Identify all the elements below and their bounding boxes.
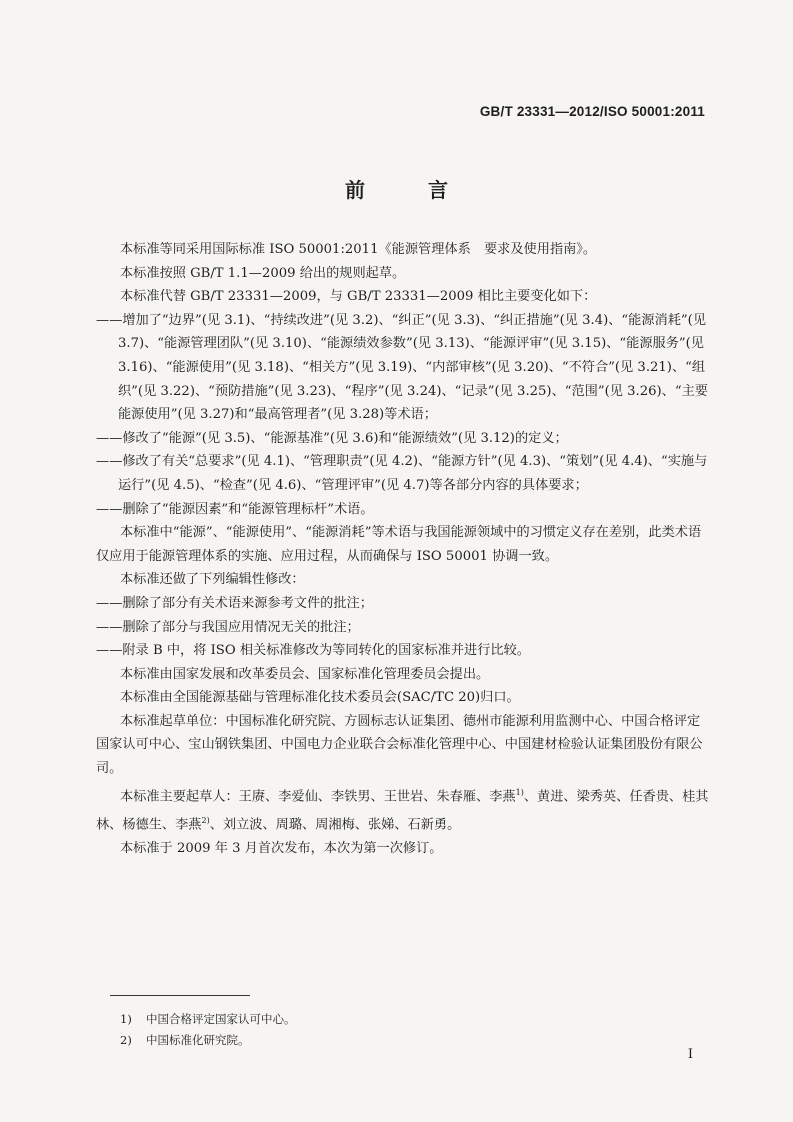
- change-item-modified-definitions: ——修改了“能源”(见 3.5)、“能源基准”(见 3.6)和“能源绩效”(见 3.12)的定义；: [96, 430, 568, 446]
- page-title: 前 言: [345, 178, 476, 202]
- paragraph-revision-history: 本标准于 2009 年 3 月首次发布，本次为第一次修订。: [120, 840, 443, 856]
- footnote-2: [120, 1030, 296, 1051]
- footnote-number: 1): [120, 1012, 132, 1026]
- footnote-divider: [110, 995, 250, 996]
- editorial-item-1: ——删除了部分有关术语来源参考文件的批注；: [96, 595, 373, 611]
- paragraph-drafting-rules: 本标准按照 GB/T 1.1—2009 给出的规则起草。: [120, 265, 406, 281]
- editorial-item-3: ——附录 B 中，将 ISO 相关标准修改为等同转化的国家标准并进行比较。: [96, 643, 530, 659]
- page-number: I: [687, 1047, 693, 1062]
- paragraph-drafting-units: 本标准起草单位：中国标准化研究院、方圆标志认证集团、德州市能源利用监测中心、中国合格评定国家认可中心、宝山钢铁集团、中国电力企业联合会标准化管理中心、中国建材检验认证集团股份有限公司。: [96, 713, 703, 777]
- standard-code: GB/T 23331—2012/ISO 50001:2011: [479, 104, 705, 119]
- change-item-added-terms: ——增加了“边界”(见 3.1)、“持续改进”(见 3.2)、“纠正”(见 3.3)、“纠正措施”(见 3.4)、“能源消耗”(见 3.7)、“能源管理团队”(见 3.10)、“能源绩效参数”(见 3.13)、“能源评审”(见 3.15)、“能源服务”(见 3.16)、“能源使用”(见 3.18)、“相关方”(见 3.19)、“内部审核”(见 3.20)、“不符合”(见 3.21)、“组织”(见 3.22)、“预防措施”(见 3.23)、“程序”(见 3.24)、“记录”(见 3.25)、“范围”(见 3.26)、“主要能源使用”(见 3.27)和“最高管理者”(见 3.28)等术语；: [96, 312, 708, 423]
- change-item-modified-requirements: ——修改了有关“总要求”(见 4.1)、“管理职责”(见 4.2)、“能源方针”(见 4.3)、“策划”(见 4.4)、“实施与运行”(见 4.5)、“检查”(见 4.6)、“管理评审”(见 4.7)等各部分内容的具体要求；: [96, 454, 708, 493]
- paragraph-drafters: [96, 781, 710, 837]
- footnote-ref-1: 1): [515, 787, 524, 797]
- change-item-deleted-terms: ——删除了“能源因素”和“能源管理标杆”术语。: [96, 501, 374, 517]
- footnote-text: 中国标准化研究院。: [146, 1033, 250, 1047]
- paragraph-replacement: 本标准代替 GB/T 23331—2009，与 GB/T 23331—2009 相比主要变化如下：: [120, 289, 597, 305]
- paragraph-proposer: 本标准由国家发展和改革委员会、国家标准化管理委员会提出。: [120, 666, 490, 682]
- footnote-text: 中国合格评定国家认可中心。: [146, 1012, 296, 1026]
- footnote-1: [120, 1009, 296, 1030]
- paragraph-editorial-intro: 本标准还做了下列编辑性修改：: [120, 572, 305, 588]
- paragraph-technical-committee: 本标准由全国能源基础与管理标准化技术委员会(SAC/TC 20)归口。: [120, 690, 520, 706]
- footnotes: [120, 1009, 296, 1051]
- paragraph-adoption: 本标准等同采用国际标准 ISO 50001:2011《能源管理体系 要求及使用指南》。: [120, 242, 597, 257]
- editorial-item-2: ——删除了部分与我国应用情况无关的批注；: [96, 619, 360, 635]
- footnote-ref-2: 2): [201, 815, 210, 825]
- foreword-body: [96, 238, 710, 860]
- paragraph-terminology-note: 本标准中“能源”、“能源使用”、“能源消耗”等术语与我国能源领域中的习惯定义存在差别，此类术语仅应用于能源管理体系的实施、应用过程，从而确保与 ISO 50001 协调一致。: [96, 525, 702, 564]
- drafters-part-2: 、黄进、梁秀英、任香贵、桂其林、杨德生、李燕: [96, 789, 709, 833]
- footnote-number: 2): [120, 1033, 132, 1047]
- drafters-part-3: 、刘立波、周璐、周湘梅、张娣、石新勇。: [209, 817, 461, 833]
- drafters-part-1: 本标准主要起草人：王赓、李爱仙、李铁男、王世岩、朱春雁、李燕: [120, 789, 516, 805]
